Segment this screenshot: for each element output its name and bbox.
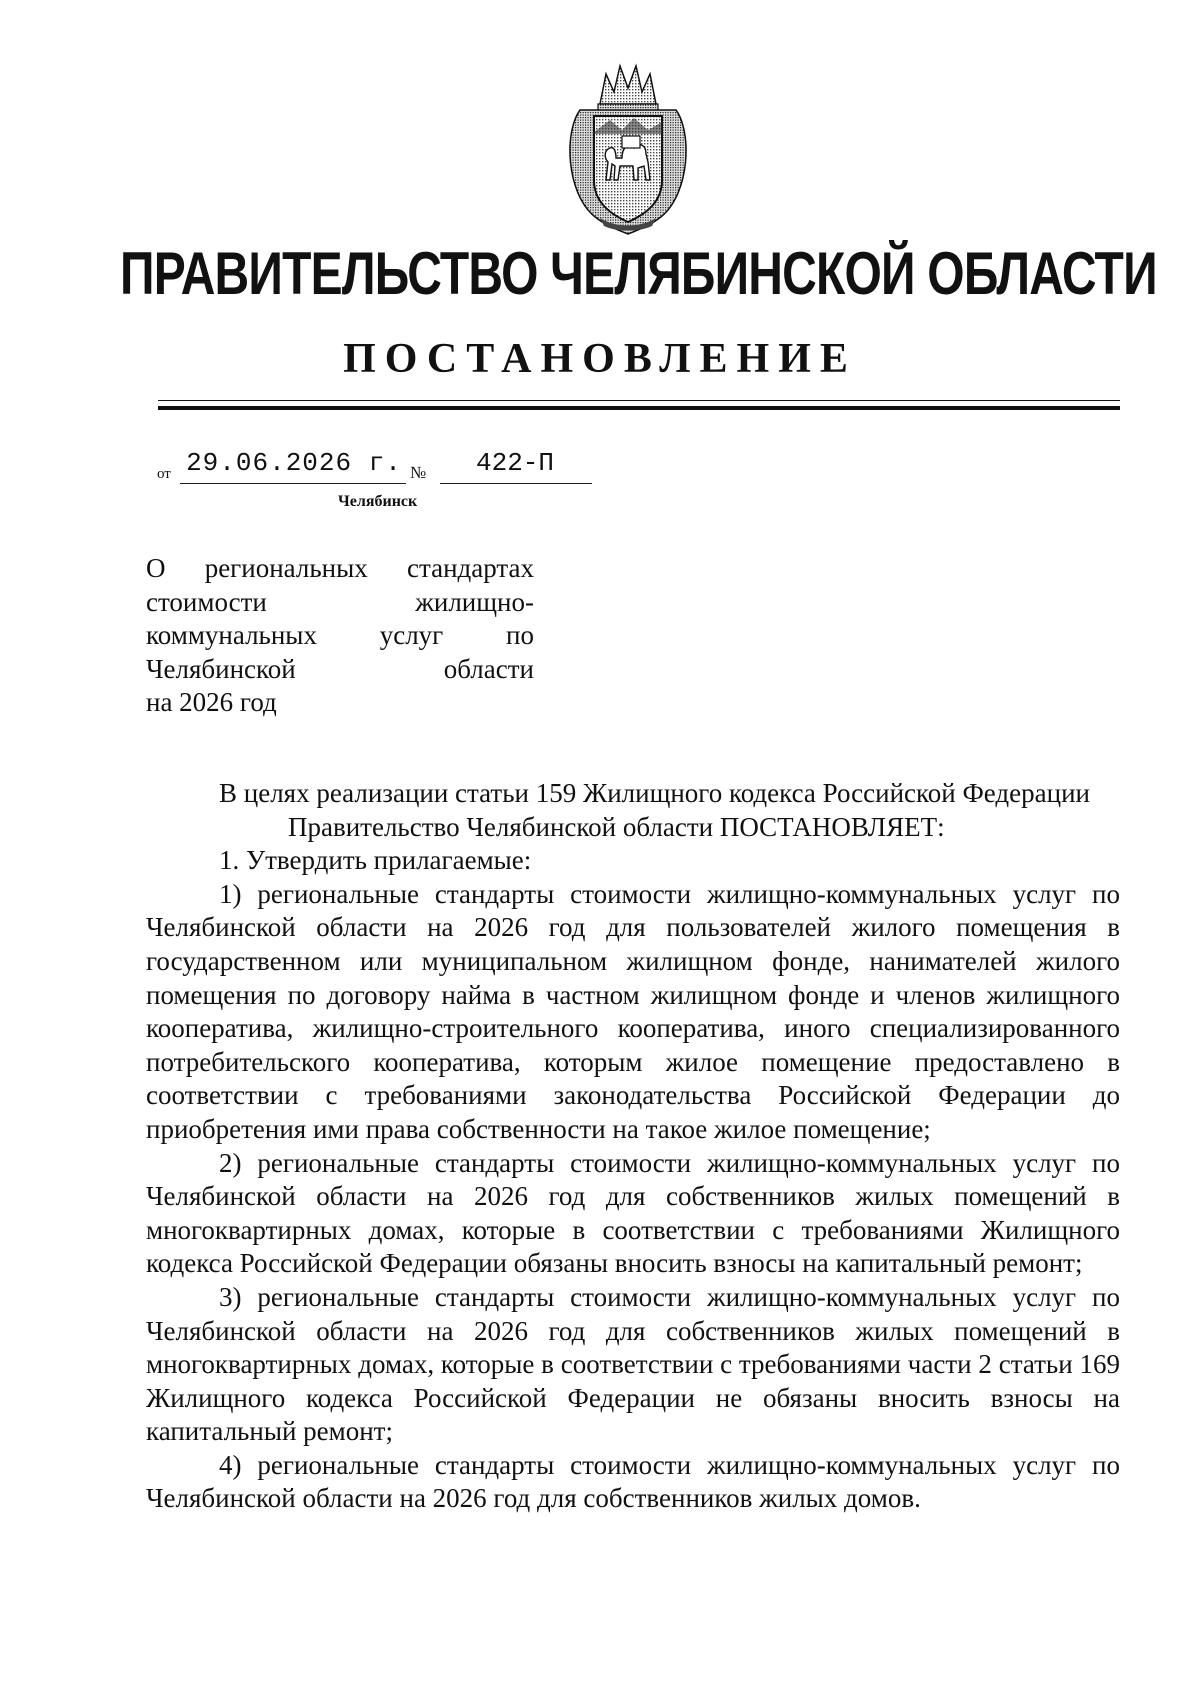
resolves-paragraph: Правительство Челябинской области ПОСТАНОВЛЯЕТ: bbox=[288, 811, 945, 842]
document-number: 422-П bbox=[475, 448, 554, 478]
document-city: Челябинск bbox=[338, 493, 418, 510]
subject-word: Челябинской bbox=[146, 653, 296, 684]
subject-word: стоимости bbox=[146, 586, 267, 617]
header-rule-thick bbox=[158, 406, 1120, 410]
subitem-1-paragraph: 1) региональные стандарты стоимости жилищно-коммунальных услуг по Челябинской области на 2026 год для пользователей жилого помещения в государственном или муниципальном жилищном фонде, нанимателей жилого помещения по договору найма в частном жилищном фонде и членов жилищного кооператива, жилищно-строительного кооператива, иного специализированного потребительского кооператива, которым жилое помещение предоставлено в соответствии с требованиями законодательства Российской Федерации до приобретения ими права собственности на такое жилое помещение; bbox=[146, 878, 1120, 1144]
coat-of-arms-emblem bbox=[560, 62, 696, 238]
date-underline bbox=[180, 483, 406, 484]
subject-word: области bbox=[443, 653, 534, 684]
number-sign-label: № bbox=[410, 463, 427, 482]
subject-line bbox=[146, 619, 534, 653]
preamble-paragraph: В целях реализации статьи 159 Жилищного кодекса Российской Федерации bbox=[219, 778, 1090, 808]
subject-word: О bbox=[146, 553, 166, 583]
crown-icon bbox=[598, 66, 658, 112]
subject-line bbox=[146, 686, 534, 720]
subitem-4-paragraph: 4) региональные стандарты стоимости жилищно-коммунальных услуг по Челябинской области на 2026 год для собственников жилых домов. bbox=[146, 1449, 1120, 1514]
subject-line bbox=[146, 586, 534, 620]
item-1-paragraph: 1. Утвердить прилагаемые: bbox=[219, 845, 532, 876]
subject-word: жилищно- bbox=[415, 586, 534, 617]
date-prefix-label: от bbox=[157, 466, 171, 482]
subitem-3-paragraph: 3) региональные стандарты стоимости жилищно-коммунальных услуг по Челябинской области на 2026 год для собственников жилых помещений в многоквартирных домах, которые в соответствии с требованиями части 2 статьи 169 Жилищного кодекса Российской Федерации не обязаны вносить взносы на капитальный ремонт; bbox=[146, 1281, 1120, 1447]
subject-line bbox=[146, 653, 534, 687]
subject-word: услуг bbox=[379, 620, 444, 650]
header-rule-thin bbox=[158, 400, 1120, 401]
subject-word: на 2026 год bbox=[146, 687, 277, 717]
organization-title: ПРАВИТЕЛЬСТВО ЧЕЛЯБИНСКОЙ ОБЛАСТИ bbox=[120, 240, 1157, 307]
subject-word: коммунальных bbox=[146, 620, 317, 650]
subject-word: стандартах bbox=[406, 553, 534, 583]
subject-word: региональных bbox=[204, 553, 368, 583]
subject-line bbox=[146, 552, 534, 586]
number-underline bbox=[440, 483, 592, 484]
subitem-2-paragraph: 2) региональные стандарты стоимости жилищно-коммунальных услуг по Челябинской области на 2026 год для собственников жилых помещений в многоквартирных домах, которые в соответствии с требованиями Жилищного кодекса Российской Федерации обязаны вносить взносы на капитальный ремонт; bbox=[146, 1147, 1120, 1279]
document-date: 29.06.2026 г. bbox=[186, 448, 402, 478]
document-type-heading: ПОСТАНОВЛЕНИЕ bbox=[343, 336, 857, 382]
document-subject bbox=[146, 552, 534, 720]
subject-word: по bbox=[506, 620, 534, 650]
document-body bbox=[146, 777, 1120, 1516]
